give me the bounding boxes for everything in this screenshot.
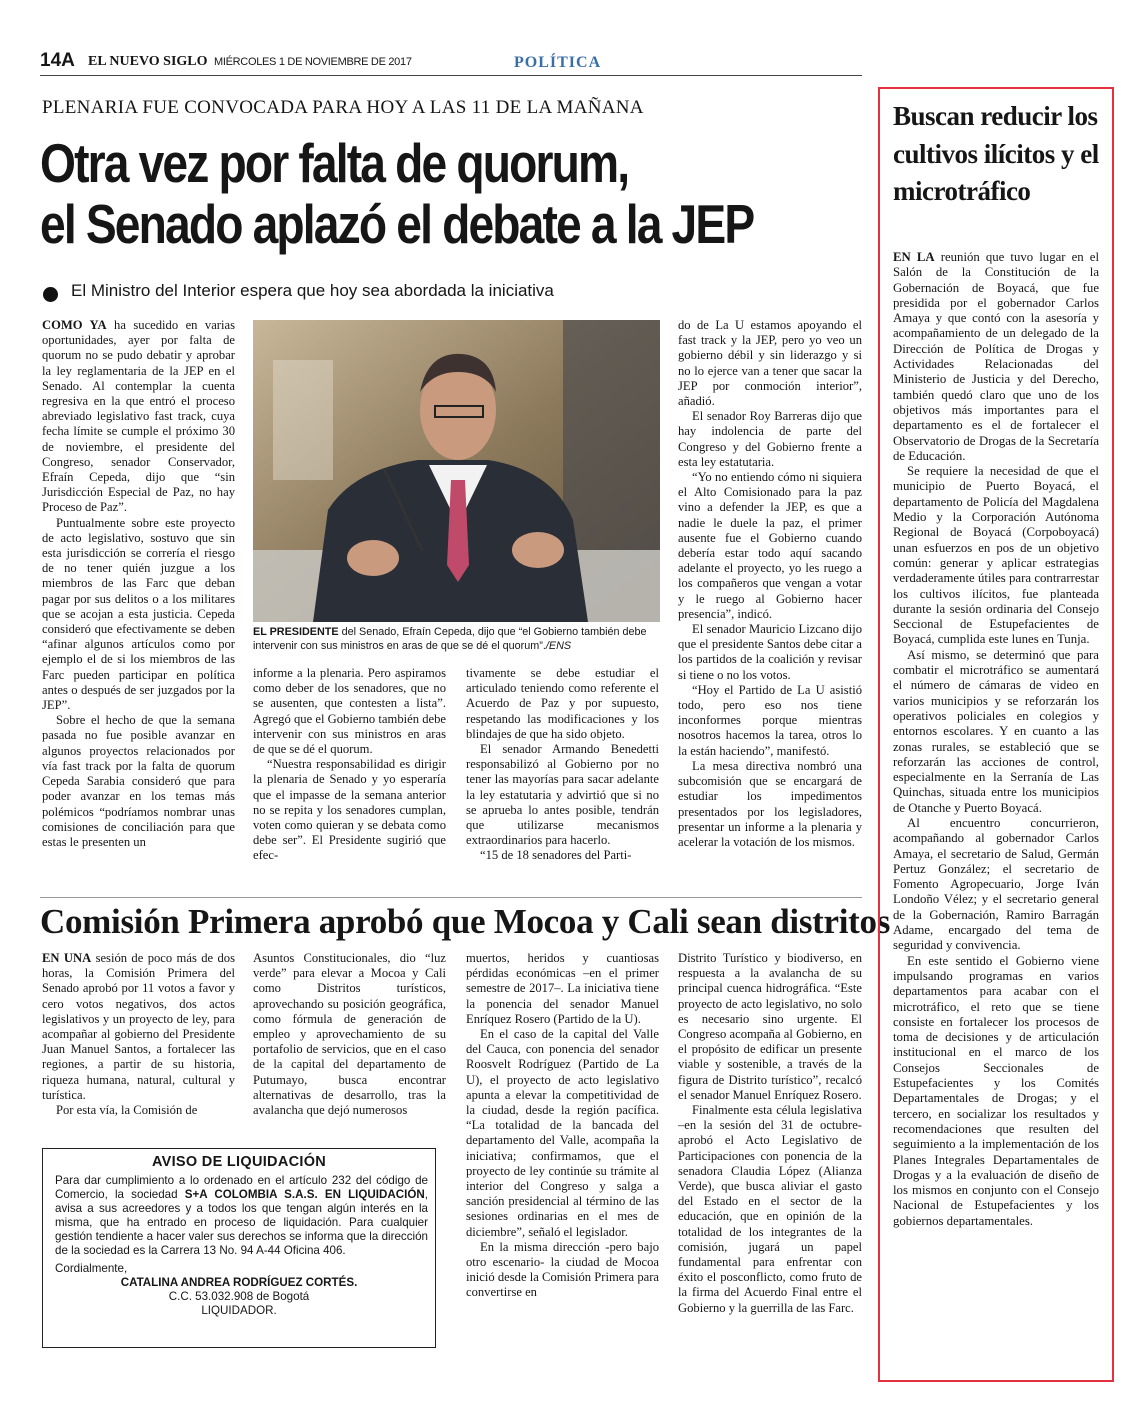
bullet-icon [43, 287, 58, 302]
paragraph: “Nuestra responsabilidad es dirigir la plenaria de Senado y yo esperaría que el impasse de la semana anterior no se repita y los senadores cumplan, voten como quieran y se debata como debe ser”. El Presidente sugirió que efec- [253, 757, 446, 863]
main-column-3 [466, 666, 659, 864]
notice-closing: Cordialmente, [55, 1262, 128, 1275]
main-column-2 [253, 666, 446, 864]
main-column-1 [42, 318, 235, 850]
caption-text: del Senado, Efraín Cepeda, dijo que “el Gobierno también debe intervenir con sus ministros en aras de que se dé el quorum”. [253, 626, 647, 652]
paragraph: “15 de 18 senadores del Parti- [480, 848, 632, 863]
caption-lead: EL PRESIDENTE [253, 626, 339, 638]
paragraph: En este sentido el Gobierno viene impulsando programas en varios departamentos para acabar con el microtráfico, el reto que se tiene consiste en fortalecer los procesos de toma de decisiones y de articulación institucional en el marco de los Consejos Seccionales de Estupefacientes y los Comités Departamentales de Drogas; y el tercero, en socializar los resultados y recomendaciones que resulten del seguimiento a la implementación de los Planes Integrales Departamentales de Drogas y a la evaluación de diseño de los mismos en conjunto con el Consejo Nacional de Estupefacientes y los gobiernos departamentales. [893, 953, 1099, 1228]
second-column-4 [678, 951, 862, 1316]
paragraph: “Hoy el Partido de La U asistió todo, pero eso nos tiene inconformes porque mientras nosotros hacemos la tarea, otros lo la están haciendo”, manifestó. [678, 682, 862, 758]
notice-role: LIQUIDADOR. [201, 1304, 277, 1317]
lead-word: EN UNA [42, 951, 92, 965]
paragraph: Así mismo, se determinó que para combatir el microtráfico se aumentará el número de cámaras de video en varios municipios y se reforzarán los operativos policiales en colegios y entornos escolares. Y en cuanto a las zonas rurales, se estableció que se reforzarán las acciones de control, especialmente en la Serranía de Las Quinchas, situada entre los municipios de Otanche y Puerto Boyacá. [893, 647, 1099, 815]
lead-word: COMO YA [42, 318, 107, 332]
newspaper-name: EL NUEVO SIGLO [88, 54, 208, 69]
story-divider [40, 897, 862, 898]
sidebar-body [893, 250, 1099, 1229]
notice-body: Para dar cumplimiento a lo ordenado en el artículo 232 del código de Comercio, la sociedad S+A COLOMBIA S.A.S. EN LIQUIDACIÓN, avisa a sus acreedores y a todos los que tengan algún interés en la misma, que ha entrado en proceso de liquidación. Para cualquier gestión tendiente a hacer valer sus derechos se informa que la dirección de la sociedad es la Carrera 13 No. 94 A-44 Oficina 406. [55, 1174, 428, 1257]
liquidation-notice [42, 1148, 436, 1348]
paragraph: El senador Mauricio Lizcano dijo que el presidente Santos debe citar a los partidos de la coalición y revisar si tiene o no los votos. [678, 622, 862, 682]
paragraph: Finalmente esta célula legislativa –en la sesión del 31 de octubre- aprobó el Acto Legislativo de Participaciones con ponencia de la senadora Claudia López (Alianza Verde), que busca aliviar el gasto del Estado en el sector de la educación, que en opinión de la totalidad de los integrantes de la comisión, jugará un papel fundamental para enfrentar con éxito el posconflicto, como fruto de la firma del Acuerdo Final entre el Gobierno y la guerrilla de las Farc. [678, 1103, 862, 1315]
paragraph: sesión de poco más de dos horas, la Comisión Primera del Senado aprobó por 11 votos a favor y cero votos negativos, dos actos legislativos y un proyecto de ley, para acompañar al gobierno del Presidente Juan Manuel Santos, a fortalecer las regiones, a partir de su historia, riqueza humana, natural, cultural y turística. [42, 951, 235, 1102]
lead-word: EN LA [893, 250, 935, 264]
main-column-4 [678, 318, 862, 850]
paragraph: ha sucedido en varias oportunidades, ayer por falta de quorum no se pudo debatir y aprobar la ley reglamentaria de la JEP en el Senado. Al contemplar la cuenta regresiva en la que entró el proceso abreviado legislativo fast track, cuya fecha límite se cumple el próximo 30 de noviembre, el presidente del Congreso, senador Conservador, Efraín Cepeda, dijo que “sin Jurisdicción Especial de Paz, no hay Proceso de Paz”. [42, 318, 235, 515]
story-kicker: PLENARIA FUE CONVOCADA PARA HOY A LAS 11 DE LA MAÑANA [42, 97, 644, 118]
paragraph: Puntualmente sobre este proyecto de acto legislativo, sostuvo que sin esta jurisdicción se correría el riesgo de no tener quién juzgue a los miembros de las Farc que deban pagar por sus delitos o a los militares que se acojan a esta justicia. Cepeda consideró que efectivamente se deben “afinar algunos artículos como por ejemplo el de si los miembros de las Farc pueden participar en política antes o después de ser juzgados por la JEP”. [42, 515, 235, 713]
photo-caption [253, 626, 660, 653]
notice-company: S+A COLOMBIA S.A.S. EN LIQUIDACIÓN [184, 1188, 425, 1201]
paragraph: Por esta vía, la Comisión de [56, 1103, 198, 1118]
headline-line-1: Otra vez por falta de quorum, [40, 132, 629, 194]
paragraph: muertos, heridos y cuantiosas pérdidas económicas –en el primer semestre de 2017–. La iniciativa tiene la ponencia del senador Manuel Enríquez Rosero (Partido de la U). [466, 951, 659, 1026]
paragraph: Al encuentro concurrieron, acompañando al gobernador Carlos Amaya, el secretario de Salud, Germán Pertuz González; el secretario de Fomento Agropecuario, Jorge Iván Londoño Vélez; y el secretario general de la Gobernación, Ramiro Barragán Adame, encargado del tema de seguridad y convivencia. [893, 815, 1099, 953]
paragraph: El senador Roy Barreras dijo que hay indolencia de parte del Congreso y del Gobierno frente a esta ley estatutaria. [678, 409, 862, 469]
page-number: 14A [40, 50, 75, 71]
notice-signer: CATALINA ANDREA RODRÍGUEZ CORTÉS. [120, 1276, 358, 1289]
paragraph: tivamente se debe estudiar el articulado teniendo como referente el Acuerdo de Paz y por supuesto, respetando las modificaciones y los blindajes de que ha sido objeto. [466, 666, 659, 741]
issue-date: MIÉRCOLES 1 DE NOVIEMBRE DE 2017 [214, 56, 412, 68]
paragraph: do de La U estamos apoyando el fast track y la JEP, pero yo veo un gobierno débil y sin liderazgo y si no lo ejerce van a tener que sacar la JEP por conmoción interior”, añadió. [678, 318, 862, 409]
paragraph: reunión que tuvo lugar en el Salón de la Constitución de la Gobernación de Boyacá, que fue presidida por el gobernador Carlos Amaya y que contó con la asesoría y acompañamiento de un delegado de la Dirección de Política de Drogas y Actividades Relacionadas del Ministerio de Justicia y del Derecho, también quedó claro que uno de los objetivos más importantes para el departamento es el de fortalecer el Observatorio de Drogas de la Secretaría de Educación. [893, 250, 1100, 463]
paragraph: “Yo no entiendo cómo ni siquiera el Alto Comisionado para la paz vino a defender la JEP, es que a nadie le duele la paz, el primer ausente fue el Gobierno cuando debería estar todo aquí sacando adelante el proyecto, yo les ruego a los compañeros que vengan a votar y le ruego al Gobierno hacer presencia”, indicó. [678, 470, 862, 621]
paragraph: informe a la plenaria. Pero aspiramos como deber de los senadores, que no se ausenten, que contesten a lista”. Agregó que el Gobierno también debe intervenir con sus ministros en aras de que se dé el quorum. [253, 666, 446, 757]
paragraph: La mesa directiva nombró una subcomisión que se encargará de estudiar los impedimentos presentados por los legisladores, presentar un informe a la plenaria y acelerar la votación de los mismos. [678, 758, 862, 849]
main-headline [40, 132, 754, 255]
headline-line-2: el Senado aplazó el debate a la JEP [40, 193, 754, 255]
story-subhead: El Ministro del Interior espera que hoy sea abordada la iniciativa [71, 281, 554, 300]
notice-id: C.C. 53.032.908 de Bogotá [168, 1290, 310, 1303]
notice-title: AVISO DE LIQUIDACIÓN [151, 1154, 327, 1170]
photo-credit: /ENS [545, 639, 572, 652]
second-column-3 [466, 951, 659, 1301]
senate-president-photo [253, 320, 660, 622]
paragraph: Distrito Turístico y biodiverso, en respuesta a la avalancha de su principal cuenca hidrográfica. “Este proyecto de acto legislativo, no solo es necesario sino urgente. El Congreso acompaña al Gobierno, en el propósito de edificar un presente viable y sostenible, a través de la figura de Distrito turístico”, recalcó el senador Manuel Enríquez Rosero. [678, 951, 862, 1102]
paragraph: Sobre el hecho de que la semana pasada no fue posible avanzar en algunos proyectos relacionados por vía fast track por la falta de quorum Cepeda Sarabia consideró que para poder avanzar en los temas más polémicos “podríamos nombrar unas comisiones de conciliación para que estas le presenten un [42, 713, 235, 849]
sidebar-headline: Buscan reducir los cultivos ilícitos y el microtráfico [893, 101, 1099, 206]
paragraph: En el caso de la capital del Valle del Cauca, con ponencia del senador Roosvelt Rodríguez (Partido de La U), el proyecto de acto legislativo apunta a elevar la competitividad de la ciudad, desde la región pacífica. “La totalidad de la bancada del departamento del Valle, acompaña la iniciativa; confirmamos, que el proyecto de ley continúe su trámite al interior del Congreso y salga a sanción presidencial al término de las sesiones ordinarias en el mes de diciembre”, señaló el legislador. [466, 1027, 659, 1239]
paragraph: Asuntos Constitucionales, dio “luz verde” para elevar a Mocoa y Cali como Distritos turísticos, aprovechando su posición geográfica, como fórmula de generación de empleo y aprovechamiento de su portafolio de servicios, que en el caso de la capital del departamento de Putumayo, busca encontrar alternativas de desarrollo, tras la avalancha que dejó numerosos [253, 951, 446, 1118]
header-rule [40, 75, 862, 76]
photo-illustration [253, 320, 660, 622]
paragraph: Se requiere la necesidad de que el municipio de Puerto Boyacá, el departamento de Policía del Magdalena Medio y la Corporación Autónoma Regional de Boyacá (Corpoboyacá) unan esfuerzos en pos de un objetivo común: generar y aplicar estrategias verdaderamente útiles para contrarrestar los cultivos ilícitos, fue planteada durante la sesión ordinaria del Consejo Seccional de Estupefacientes de Boyacá, cumplida este lunes en Tunja. [893, 464, 1099, 647]
paragraph: En la misma dirección -pero bajo otro escenario- la ciudad de Mocoa inició desde la Comisión Primera para convertirse en [466, 1239, 659, 1300]
second-headline: Comisión Primera aprobó que Mocoa y Cali sean distritos [40, 902, 891, 941]
paragraph: El senador Armando Benedetti responsabilizó al Gobierno por no tener las mayorías para sacar adelante la ley estatutaria y advirtió que si no se aprueba lo antes posible, tendrán que utilizarse mecanismos extraordinarios para hacerlo. [466, 742, 659, 848]
second-column-2 [253, 951, 446, 1118]
section-name: POLÍTICA [514, 54, 602, 71]
second-column-1 [42, 951, 235, 1118]
